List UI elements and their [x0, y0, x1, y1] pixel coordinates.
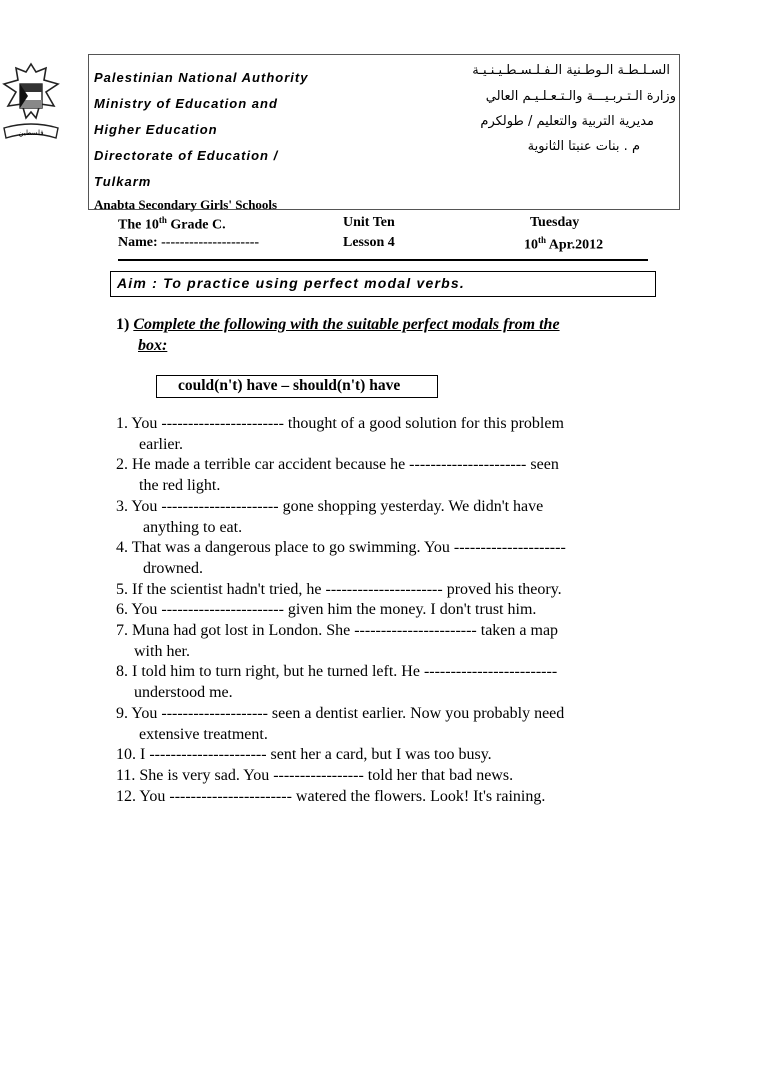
- unit: Unit Ten: [343, 215, 395, 230]
- list-item: 10. I ---------------------- sent her a card, but I was too busy.: [116, 746, 492, 764]
- list-item: 1. You ----------------------- thought of a good solution for this problem earlier.: [116, 415, 564, 453]
- palestine-emblem-icon: [0, 58, 62, 158]
- date: 10th Apr.2012: [524, 235, 604, 253]
- grade: The 10th Grade C.: [118, 215, 226, 233]
- header-en-line-4: Directorate of Education /: [94, 148, 279, 163]
- list-item: 7. Muna had got lost in London. She ----------------------- taken a map with her.: [116, 622, 559, 660]
- emblem-caption: فلسطين: [18, 129, 44, 137]
- list-item: 5. If the scientist hadn't tried, he ---------------------- proved his theory.: [116, 580, 562, 598]
- header-ar-line-3: مديرية التربية والتعليم / طولكرم: [480, 114, 654, 129]
- header-en-line-1: Palestinian National Authority: [94, 70, 309, 85]
- header-ar-line-1: السـلـطـة الـوطـنية الـفـلـسـطـيـنـيـة: [472, 63, 670, 78]
- school-name: Anabta Secondary Girls' Schools: [94, 197, 278, 212]
- student-name-field: Name: ---------------------: [118, 235, 260, 250]
- header-en-line-5: Tulkarm: [94, 174, 152, 189]
- list-item: 2. He made a terrible car accident because he ---------------------- seen the red light.: [116, 456, 559, 495]
- list-item: 6. You ----------------------- given him the money. I don't trust him.: [116, 601, 537, 619]
- divider: [118, 259, 648, 261]
- question-instruction: 1) Complete the following with the suitable perfect modals from the box:: [116, 316, 560, 354]
- list-item: 11. She is very sad. You ----------------- told her that bad news.: [116, 766, 514, 784]
- day: Tuesday: [530, 215, 580, 230]
- header-en-line-2: Ministry of Education and: [94, 96, 278, 111]
- list-item: 12. You ----------------------- watered the flowers. Look! It's raining.: [116, 787, 546, 805]
- list-item: 4. That was a dangerous place to go swimming. You --------------------- drowned.: [116, 539, 566, 577]
- aim: Aim : To practice using perfect modal verbs.: [117, 275, 465, 291]
- list-item: 8. I told him to turn right, but he turned left. He ------------------------- understood me.: [116, 663, 558, 702]
- list-item: 3. You ---------------------- gone shopping yesterday. We didn't have anything to eat.: [116, 497, 544, 536]
- header-ar-line-4: م . بنات عنبتا الثانوية: [527, 139, 640, 154]
- header-ar-line-2: وزارة الـتـربـيـــة والـتـعـلـيـم العالي: [485, 89, 676, 104]
- header-en-line-3: Higher Education: [94, 122, 218, 137]
- lesson: Lesson 4: [343, 235, 395, 250]
- exercise-list: [116, 414, 656, 807]
- word-box-text: could(n't) have – should(n't) have: [178, 377, 401, 394]
- list-item: 9. You -------------------- seen a dentist earlier. Now you probably need extensive treatment.: [116, 704, 565, 743]
